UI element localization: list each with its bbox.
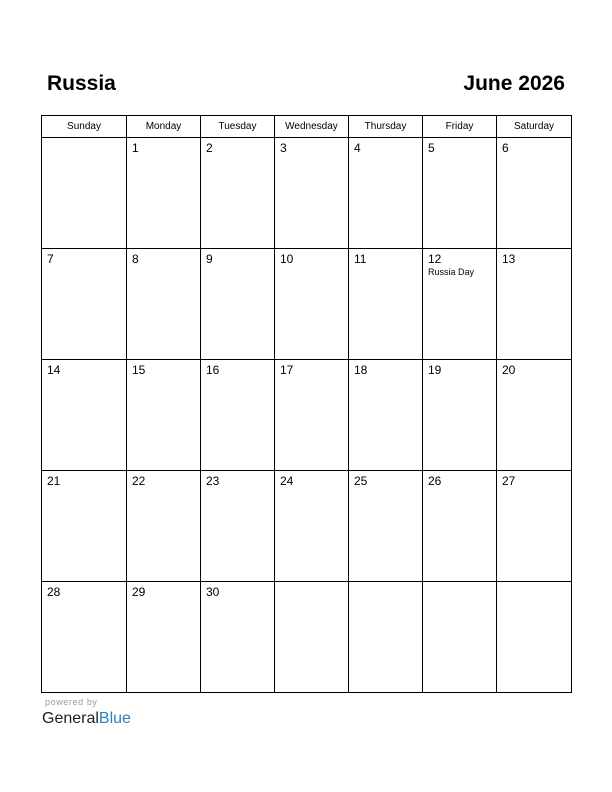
- day-number: 27: [502, 474, 516, 488]
- holiday-label: [497, 266, 571, 267]
- holiday-label: Russia Day: [428, 267, 475, 277]
- week-row: [42, 138, 572, 249]
- holiday-label: [497, 488, 571, 489]
- holiday-label: [497, 155, 571, 156]
- day-number: 15: [132, 363, 146, 377]
- day-number: 2: [206, 141, 213, 155]
- holiday-label: [42, 488, 126, 489]
- day-cell: [201, 582, 275, 693]
- day-cell: [275, 249, 349, 360]
- weekday-header-sunday: Sunday: [42, 116, 127, 138]
- day-cell: [127, 471, 201, 582]
- holiday-label: [201, 488, 274, 489]
- holiday-label: [201, 155, 274, 156]
- day-number: 3: [280, 141, 287, 155]
- day-number: 6: [502, 141, 509, 155]
- day-number: 13: [502, 252, 516, 266]
- holiday-label: [423, 377, 496, 378]
- day-cell: [42, 249, 127, 360]
- brand-general-text: General: [42, 710, 99, 727]
- day-cell: [201, 360, 275, 471]
- day-cell: [423, 582, 497, 693]
- day-cell: [349, 138, 423, 249]
- holiday-label: [127, 599, 200, 600]
- brand-blue-text: Blue: [98, 710, 131, 727]
- day-number: 11: [354, 252, 367, 266]
- day-number: 12: [428, 252, 442, 266]
- day-number: 17: [280, 363, 294, 377]
- day-cell: [42, 360, 127, 471]
- holiday-label: [201, 266, 274, 267]
- day-number: 16: [206, 363, 220, 377]
- day-number: 29: [132, 585, 146, 599]
- day-cell: [127, 249, 201, 360]
- holiday-label: [275, 266, 348, 267]
- holiday-label: [497, 585, 571, 586]
- weekday-header-row: [42, 116, 572, 138]
- calendar-grid: [41, 115, 572, 693]
- holiday-label: [42, 377, 126, 378]
- day-number: 9: [206, 252, 213, 266]
- day-number: 7: [47, 252, 54, 266]
- holiday-label: [201, 377, 274, 378]
- weekday-header-thursday: Thursday: [349, 116, 423, 138]
- day-cell: [201, 138, 275, 249]
- country-title: Russia: [47, 72, 116, 95]
- week-row: [42, 360, 572, 471]
- day-number: 19: [428, 363, 442, 377]
- weekday-header-wednesday: Wednesday: [275, 116, 349, 138]
- holiday-label: [349, 155, 422, 156]
- holiday-label: [42, 266, 126, 267]
- day-cell: [42, 138, 127, 249]
- day-number: 5: [428, 141, 435, 155]
- week-row: [42, 582, 572, 693]
- day-cell: [127, 360, 201, 471]
- holiday-label: [127, 155, 200, 156]
- holiday-label: [42, 141, 126, 142]
- day-cell: [497, 360, 572, 471]
- generalblue-logo[interactable]: [42, 709, 131, 729]
- day-cell: [423, 471, 497, 582]
- day-number: 18: [354, 363, 368, 377]
- day-number: 8: [132, 252, 139, 266]
- day-cell: [423, 138, 497, 249]
- day-number: 4: [354, 141, 361, 155]
- week-row: [42, 249, 572, 360]
- day-cell: [349, 582, 423, 693]
- day-cell: [127, 138, 201, 249]
- day-cell: [275, 471, 349, 582]
- weekday-header-friday: Friday: [423, 116, 497, 138]
- day-number: 10: [280, 252, 294, 266]
- day-number: 23: [206, 474, 220, 488]
- day-cell: [201, 471, 275, 582]
- holiday-label: [127, 488, 200, 489]
- weekday-header-tuesday: Tuesday: [201, 116, 275, 138]
- day-cell: [201, 249, 275, 360]
- holiday-label: [349, 585, 422, 586]
- holiday-label: [275, 377, 348, 378]
- day-cell: [497, 582, 572, 693]
- holiday-label: [423, 155, 496, 156]
- day-cell: [497, 138, 572, 249]
- weekday-header-saturday: Saturday: [497, 116, 572, 138]
- day-cell: [127, 582, 201, 693]
- holiday-label: [42, 599, 126, 600]
- day-number: 1: [132, 141, 139, 155]
- day-number: 26: [428, 474, 442, 488]
- day-cell: [42, 582, 127, 693]
- holiday-label: [275, 488, 348, 489]
- day-number: 22: [132, 474, 146, 488]
- holiday-label: [349, 488, 422, 489]
- day-number: 30: [206, 585, 220, 599]
- holiday-label: [349, 266, 422, 267]
- holiday-label: [423, 488, 496, 489]
- day-cell: [497, 249, 572, 360]
- holiday-label: [497, 377, 571, 378]
- day-number: 14: [47, 363, 61, 377]
- day-cell: [42, 471, 127, 582]
- day-cell: [349, 360, 423, 471]
- day-cell: [275, 582, 349, 693]
- week-row: [42, 471, 572, 582]
- day-cell: [497, 471, 572, 582]
- holiday-label: [275, 155, 348, 156]
- day-cell: [423, 249, 497, 360]
- holiday-label: [349, 377, 422, 378]
- holiday-label: [127, 266, 200, 267]
- day-cell: [349, 471, 423, 582]
- day-cell: [349, 249, 423, 360]
- holiday-label: [275, 585, 348, 586]
- day-number: 25: [354, 474, 368, 488]
- powered-by-label: powered by: [45, 697, 98, 707]
- day-number: 24: [280, 474, 294, 488]
- month-year-title: June 2026: [463, 72, 565, 95]
- day-cell: [423, 360, 497, 471]
- day-number: 20: [502, 363, 516, 377]
- day-cell: [275, 138, 349, 249]
- weekday-header-monday: Monday: [127, 116, 201, 138]
- holiday-label: [201, 599, 274, 600]
- day-number: 21: [47, 474, 61, 488]
- day-number: 28: [47, 585, 61, 599]
- holiday-label: [423, 585, 496, 586]
- day-cell: [275, 360, 349, 471]
- holiday-label: [127, 377, 200, 378]
